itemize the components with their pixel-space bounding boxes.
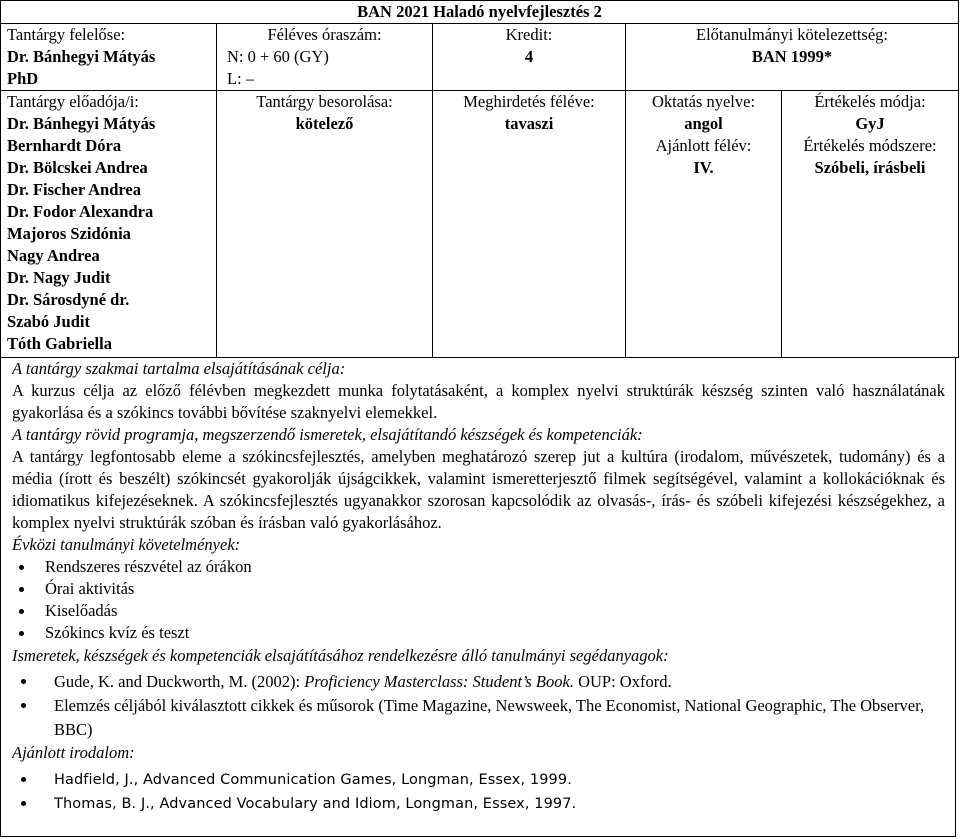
lecturers-label: Tantárgy előadója/i: xyxy=(7,92,139,111)
prerequisite-label: Előtanulmányi kötelezettség: xyxy=(696,25,888,44)
recommended-semester-value: IV. xyxy=(693,158,714,177)
hours-l-value: L: – xyxy=(227,69,255,88)
language-label: Oktatás nyelve: xyxy=(651,92,756,111)
lecturer-name: Dr. Nagy Judit xyxy=(7,268,111,287)
hours-cell xyxy=(217,24,433,91)
list-item: Thomas, B. J., Advanced Vocabulary and Idiom, Longman, Essex, 1997. xyxy=(12,792,955,816)
goal-heading: A tantárgy szakmai tartalma elsajátításának célja: xyxy=(12,359,346,378)
list-item: Rendszeres részvétel az órákon xyxy=(12,556,955,578)
reading-heading: Ajánlott irodalom: xyxy=(12,743,135,762)
material-suffix: OUP: Oxford. xyxy=(573,672,672,691)
lecturer-name: Dr. Fodor Alexandra xyxy=(7,202,154,221)
lecturer-name: Tóth Gabriella xyxy=(7,334,112,353)
semester-announced-cell xyxy=(433,91,626,358)
credit-cell xyxy=(433,24,626,91)
responsible-cell xyxy=(1,24,217,91)
lecturer-name: Dr. Bölcskei Andrea xyxy=(7,158,148,177)
semester-announced-label: Meghirdetés féléve: xyxy=(463,92,595,111)
list-item: Kiselőadás xyxy=(12,600,955,622)
lecturer-name: Bernhardt Dóra xyxy=(7,136,122,155)
requirements-list xyxy=(12,556,955,644)
lecturer-name: Nagy Andrea xyxy=(7,246,100,265)
language-cell xyxy=(626,91,782,358)
list-item: Hadfield, J., Advanced Communication Games, Longman, Essex, 1999. xyxy=(12,768,955,792)
classification-cell xyxy=(217,91,433,358)
reading-list xyxy=(12,768,955,816)
credit-value: 4 xyxy=(524,47,534,66)
materials-heading: Ismeretek, készségek és kompetenciák elsajátításához rendelkezésre álló tanulmányi segédanyagok: xyxy=(12,646,669,665)
lecturer-name: Dr. Fischer Andrea xyxy=(7,180,141,199)
classification-label: Tantárgy besorolása: xyxy=(256,92,393,111)
material-book-title: Proficiency Masterclass: Student’s Book. xyxy=(304,672,574,691)
prerequisite-cell xyxy=(626,24,959,91)
list-item: Szókincs kvíz és teszt xyxy=(12,622,955,644)
prerequisite-value: BAN 1999* xyxy=(751,47,833,66)
list-item: Elemzés céljából kiválasztott cikkek és műsorok (Time Magazine, Newsweek, The Economist, National Geographic, The Observer, BBC) xyxy=(12,694,955,742)
lecturer-name: Dr. Sárosdyné dr. xyxy=(7,290,130,309)
evaluation-method-label: Értékelés módszere: xyxy=(803,136,937,155)
credit-label: Kredit: xyxy=(505,25,553,44)
evaluation-method-value: Szóbeli, írásbeli xyxy=(814,158,926,177)
semester-announced-value: tavaszi xyxy=(504,114,554,133)
materials-list xyxy=(12,670,955,742)
responsible-name-line1: Dr. Bánhegyi Mátyás xyxy=(7,47,156,66)
recommended-semester-label: Ajánlott félév: xyxy=(655,136,752,155)
material-prefix: Gude, K. and Duckworth, M. (2002): xyxy=(54,672,305,691)
lecturer-name: Dr. Bánhegyi Mátyás xyxy=(7,114,156,133)
lecturer-name: Szabó Judit xyxy=(7,312,90,331)
classification-value: kötelező xyxy=(295,114,354,133)
evaluation-mode-value: GyJ xyxy=(855,114,885,133)
responsible-label: Tantárgy felelőse: xyxy=(7,25,126,44)
course-title: BAN 2021 Haladó nyelvfejlesztés 2 xyxy=(1,1,959,24)
course-info-table xyxy=(0,0,959,358)
program-heading: A tantárgy rövid programja, megszerzendő ismeretek, elsajátítandó készségek és kompetenciák: xyxy=(12,425,643,444)
evaluation-mode-label: Értékelés módja: xyxy=(814,92,926,111)
program-text: A tantárgy legfontosabb eleme a szókincsfejlesztés, amelyben meghatározó szerep jut a kultúra (irodalom, művészetek, tudomány) és a média (írott és beszélt) szókincsét gyakorolják újságcikkek, valamint ismeretterjesztő filmek segítségével, valamint a kollokációknak és idiomatikus kifejezéseknek. A szókincsfejlesztés ugyanakkor szorosan kapcsolódik az olvasás-, írás- és szóbeli kifejezési készségekhez, a komplex nyelvi struktúrák szóban és írásban való gyakorlásához. xyxy=(12,447,945,532)
list-item: Órai aktivitás xyxy=(12,578,955,600)
hours-value: N: 0 + 60 (GY) xyxy=(227,47,329,66)
course-description xyxy=(0,358,956,837)
lecturer-name: Majoros Szidónia xyxy=(7,224,131,243)
lecturers-cell xyxy=(1,91,217,358)
responsible-name-line2: PhD xyxy=(7,69,39,88)
list-item xyxy=(12,670,955,694)
evaluation-cell xyxy=(782,91,959,358)
language-value: angol xyxy=(684,114,723,133)
goal-text: A kurzus célja az előző félévben megkezdett munka folytatásaként, a komplex nyelvi struktúrák készség szinten való használatának gyakorlása és a szókincs további bővítése szaknyelvi elemekkel. xyxy=(12,381,945,422)
hours-label: Féléves óraszám: xyxy=(267,25,382,44)
requirements-heading: Évközi tanulmányi követelmények: xyxy=(12,535,241,554)
